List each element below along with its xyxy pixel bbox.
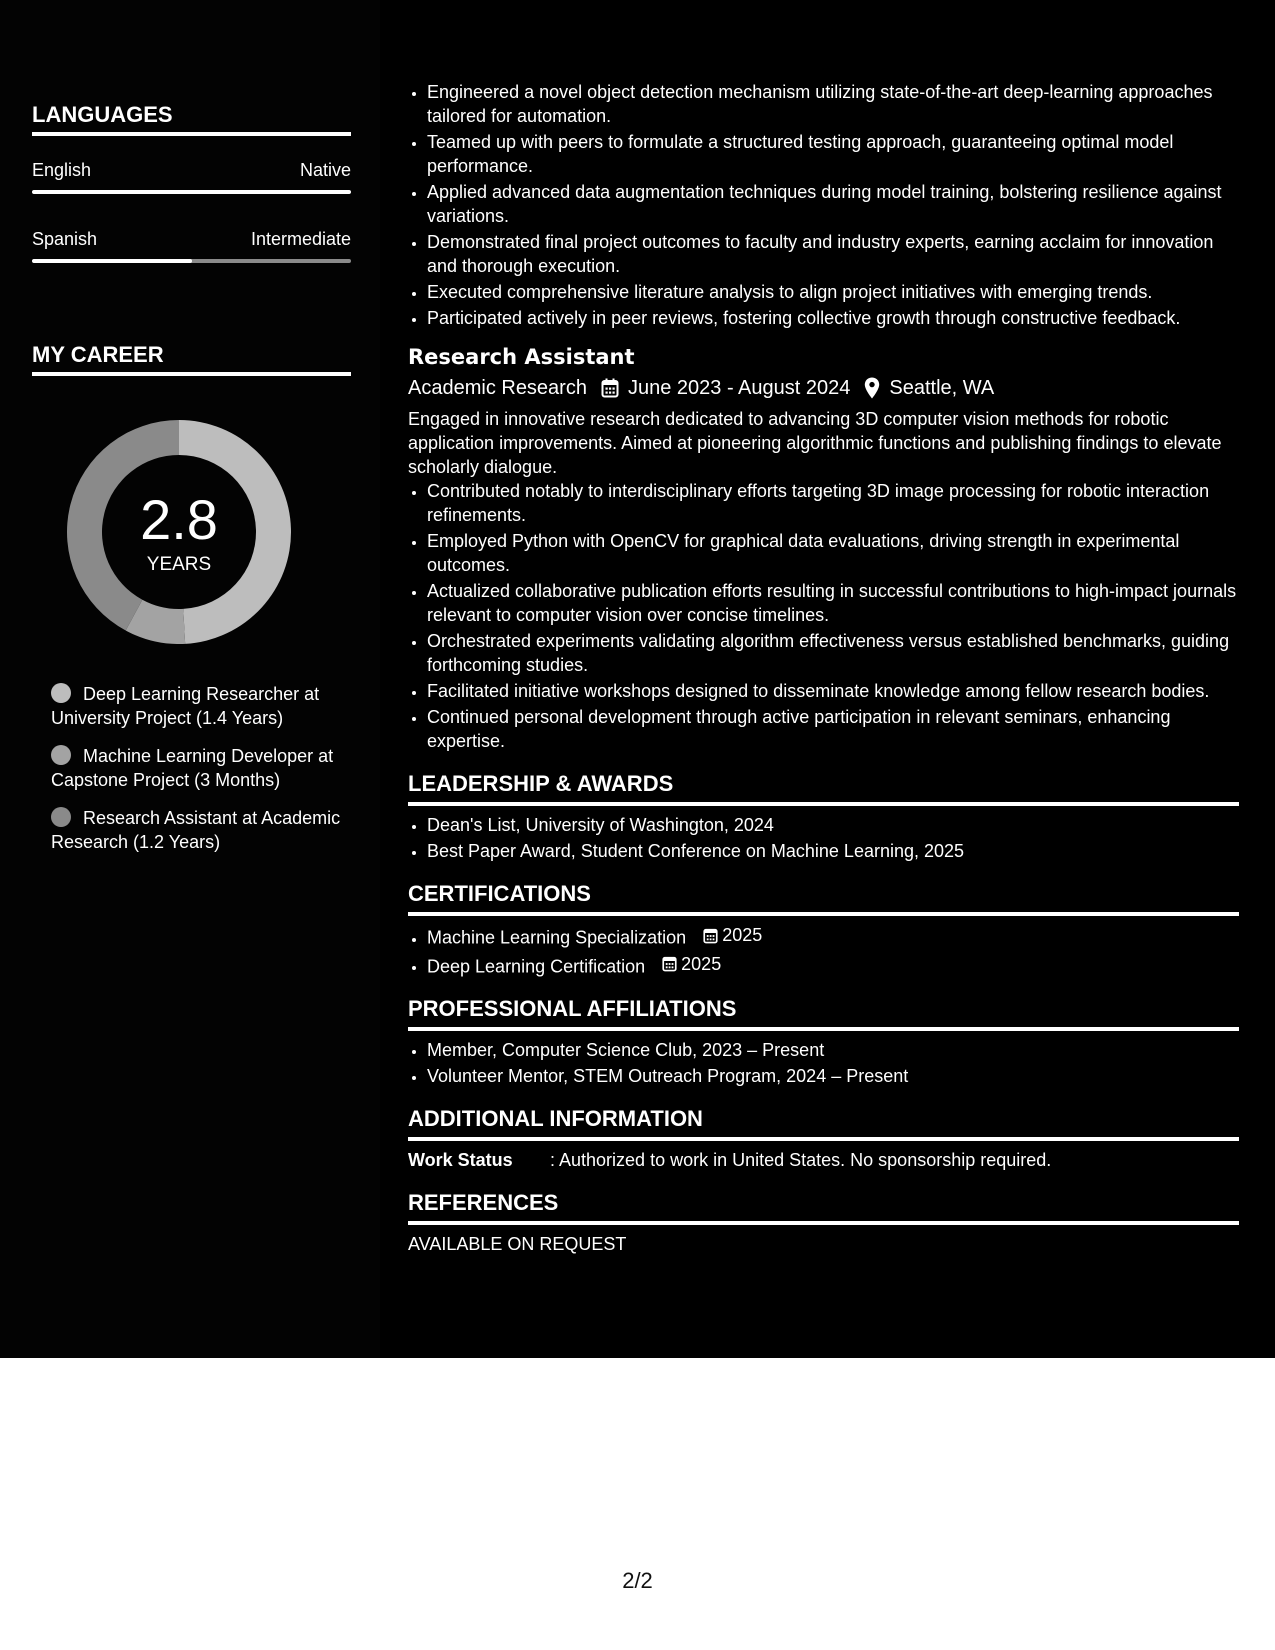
career-heading: MY CAREER [32, 342, 351, 376]
job-summary: Engaged in innovative research dedicated to advancing 3D computer vision methods for robotic application improvements. Aimed at pioneering algorithmic functions and publishing findings to elevate scholarly dialogue. [408, 409, 1222, 477]
main-column [408, 80, 1239, 1256]
legend-dot-icon [51, 683, 71, 703]
job-dates: June 2023 - August 2024 [627, 377, 851, 399]
bullet-item: • Executed comprehensive literature analysis to align project initiatives with emerging trends. [427, 280, 1239, 304]
affiliations-list [408, 1038, 1239, 1088]
legend-dot-icon [51, 745, 71, 765]
language-row-english [32, 158, 351, 182]
leadership-heading: LEADERSHIP & AWARDS [408, 771, 1239, 806]
career-legend-label: Machine Learning Developer at Capstone Project (3 Months) [51, 746, 334, 790]
bullet-item: • Engineered a novel object detection mechanism utilizing state-of-the-art deep-learning approaches tailored for automation. [427, 80, 1239, 128]
job-title: Research Assistant [408, 345, 635, 369]
work-status-label: Work Status [408, 1150, 513, 1170]
certification-year: 2025 [722, 925, 763, 945]
job-bullets [408, 479, 1239, 753]
bullet-item: • Facilitated initiative workshops designed to disseminate knowledge among fellow research bodies. [427, 679, 1239, 703]
calendar-icon [703, 927, 718, 944]
page-number: 2/2 [622, 1568, 653, 1593]
bullet-item: • Dean's List, University of Washington, 2024 [427, 813, 1239, 837]
language-bar-spanish [32, 259, 351, 263]
legend-dot-icon [51, 807, 71, 827]
bullet-item: • Actualized collaborative publication efforts resulting in successful contributions to high-impact journals relevant to computer vision over concise timelines. [427, 579, 1239, 627]
certification-year: 2025 [681, 953, 722, 974]
career-legend-item [51, 682, 351, 730]
bullet-item: • Participated actively in peer reviews, fostering collective growth through constructive feedback. [427, 306, 1239, 330]
certification-name: Deep Learning Certification [427, 956, 646, 976]
bullet-item: • Contributed notably to interdisciplinary efforts targeting 3D image processing for robotic interaction refinements. [427, 479, 1239, 527]
career-legend-label: Deep Learning Researcher at University Project (1.4 Years) [51, 684, 320, 728]
certifications-list [408, 923, 1239, 978]
career-total-unit: YEARS [146, 554, 212, 575]
certification-name: Machine Learning Specialization [427, 927, 687, 948]
additional-info-heading: ADDITIONAL INFORMATION [408, 1106, 1239, 1141]
job-company: Academic Research [408, 377, 587, 399]
sidebar [0, 0, 380, 1358]
bullet-item: • Continued personal development through active participation in relevant seminars, enhancing expertise. [427, 705, 1239, 753]
bullet-item: • Teamed up with peers to formulate a structured testing approach, guaranteeing optimal model performance. [427, 130, 1239, 178]
bullet-item: • Best Paper Award, Student Conference on Machine Learning, 2025 [427, 839, 1239, 863]
language-bar-english [32, 190, 351, 194]
career-legend [51, 682, 351, 868]
bullet-item: • Member, Computer Science Club, 2023 – Present [427, 1038, 1239, 1062]
certification-item [427, 923, 1239, 950]
languages-heading: LANGUAGES [32, 102, 351, 136]
calendar-icon [601, 378, 619, 398]
references-heading: REFERENCES [408, 1190, 1239, 1225]
bullet-item: • Volunteer Mentor, STEM Outreach Program, 2024 – Present [427, 1064, 1239, 1088]
previous-job-bullets [408, 80, 1239, 330]
language-row-spanish [32, 227, 351, 251]
language-name: English [32, 160, 92, 180]
work-status-value: : Authorized to work in United States. No sponsorship required. [550, 1150, 1052, 1170]
language-level: Intermediate [250, 229, 351, 249]
references-text: AVAILABLE ON REQUEST [408, 1234, 627, 1254]
location-pin-icon [864, 377, 880, 399]
bullet-item: • Demonstrated final project outcomes to faculty and industry experts, earning acclaim for innovation and thorough execution. [427, 230, 1239, 278]
language-level: Native [299, 160, 351, 180]
certification-item [427, 952, 1239, 979]
bullet-item: • Applied advanced data augmentation techniques during model training, bolstering resilience against variations. [427, 180, 1239, 228]
career-legend-item [51, 806, 351, 854]
language-bar-fill [32, 190, 351, 194]
affiliations-heading: PROFESSIONAL AFFILIATIONS [408, 996, 1239, 1031]
certifications-heading: CERTIFICATIONS [408, 881, 1239, 916]
language-name: Spanish [32, 229, 98, 249]
career-legend-item [51, 744, 351, 792]
bullet-item: • Employed Python with OpenCV for graphical data evaluations, driving strength in experimental outcomes. [427, 529, 1239, 577]
job-location: Seattle, WA [889, 377, 995, 399]
leadership-list [408, 813, 1239, 863]
work-status-row [408, 1148, 1239, 1172]
job-meta [408, 374, 1239, 402]
career-legend-label: Research Assistant at Academic Research (1.2 Years) [51, 808, 341, 852]
bullet-item: • Orchestrated experiments validating algorithm effectiveness versus established benchmarks, guiding forthcoming studies. [427, 629, 1239, 677]
language-bar-fill [32, 259, 192, 263]
calendar-icon [662, 955, 677, 972]
career-total-value: 2.8 [140, 488, 218, 551]
